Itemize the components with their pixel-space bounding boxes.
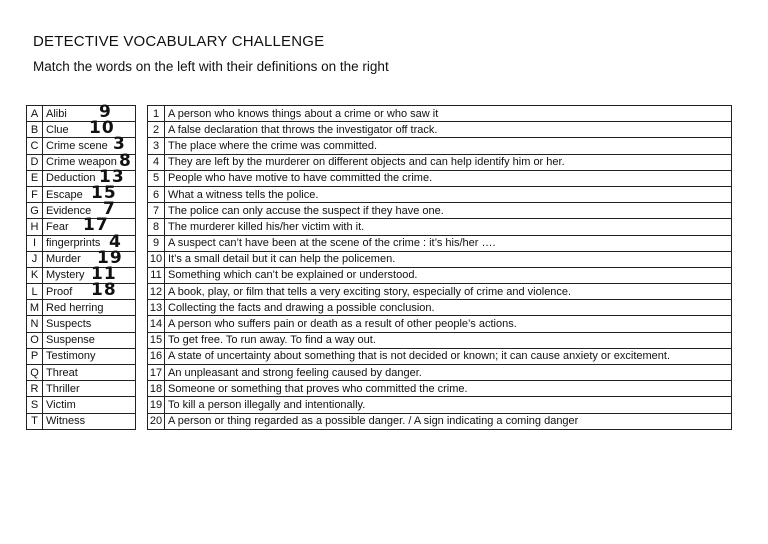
definition-text: It’s a small detail but it can help the policemen. [165,251,732,267]
word-letter: P [27,348,43,364]
word-letter: E [27,170,43,186]
instructions: Match the words on the left with their definitions on the right [33,59,389,74]
word-text: Suspense [46,334,95,347]
definition-text: To kill a person illegally and intentionally. [165,397,732,413]
word-text: Evidence [46,204,92,217]
word-text: Testimony [46,350,96,363]
word-row [27,348,136,364]
definition-text: The police can only accuse the suspect if they have one. [165,203,732,219]
definition-text: An unpleasant and strong feeling caused by danger. [165,365,732,381]
word-row [27,365,136,381]
definition-row [148,381,732,397]
word-row [27,284,136,300]
definition-text: They are left by the murderer on different objects and can help identify him or her. [165,154,732,170]
definition-number: 6 [148,186,165,202]
definition-text: What a witness tells the police. [165,186,732,202]
definition-row [148,348,732,364]
word-letter: C [27,138,43,154]
definition-number: 11 [148,267,165,283]
definition-text: A person who knows things about a crime or who saw it [165,106,732,122]
word-letter: L [27,284,43,300]
definition-number: 1 [148,106,165,122]
definition-number: 20 [148,413,165,429]
definition-row [148,413,732,429]
word-cell [43,381,136,397]
definition-text: A state of uncertainty about something that is not decided or known; it can cause anxiety or excitement. [165,348,732,364]
word-text: Threat [46,366,78,379]
word-text: Crime scene [46,139,108,152]
definition-row [148,122,732,138]
word-text: fingerprints [46,237,101,250]
word-text: Murder [46,253,81,266]
word-cell [43,263,136,284]
definition-text: Someone or something that proves who committed the crime. [165,381,732,397]
word-cell [43,413,136,429]
word-letter: Q [27,365,43,381]
word-letter: A [27,106,43,122]
definition-number: 16 [148,348,165,364]
definition-row [148,251,732,267]
definition-text: Collecting the facts and drawing a possible conclusion. [165,300,732,316]
word-cell [43,280,136,301]
word-letter: S [27,397,43,413]
word-text: Red herring [46,301,104,314]
handwritten-answer: 15 [91,182,117,203]
definition-row [148,284,732,300]
handwritten-answer: 19 [97,247,123,268]
word-text: Clue [46,123,69,136]
word-row [27,267,136,283]
definition-number: 15 [148,332,165,348]
word-cell [43,397,136,413]
definition-text: A person who suffers pain or death as a result of other people’s actions. [165,316,732,332]
definition-number: 18 [148,381,165,397]
word-letter: J [27,251,43,267]
word-cell [43,348,136,364]
definition-row [148,203,732,219]
definition-row [148,365,732,381]
definition-number: 14 [148,316,165,332]
definition-number: 13 [148,300,165,316]
word-cell [43,166,136,187]
definition-row [148,300,732,316]
word-row [27,381,136,397]
handwritten-answer: 8 [119,150,132,171]
words-table [26,102,136,430]
page-title: DETECTIVE VOCABULARY CHALLENGE [33,33,325,50]
word-row [27,332,136,348]
definition-row [148,316,732,332]
word-cell [43,247,136,268]
definition-number: 9 [148,235,165,251]
word-text: Thriller [46,382,80,395]
word-letter: T [27,413,43,429]
definition-number: 7 [148,203,165,219]
word-cell [43,332,136,348]
definition-text: People who have motive to have committed the crime. [165,170,732,186]
word-text: Witness [46,415,86,428]
word-cell [43,365,136,381]
handwritten-answer: 3 [113,134,126,155]
definition-row [148,154,732,170]
definition-number: 2 [148,122,165,138]
word-row [27,300,136,316]
word-text: Deduction [46,172,96,185]
definition-number: 19 [148,397,165,413]
word-row [27,413,136,429]
definition-number: 5 [148,170,165,186]
word-text: Proof [46,285,73,298]
definition-row [148,138,732,154]
word-letter: D [27,154,43,170]
word-row [27,170,136,186]
definition-number: 17 [148,365,165,381]
handwritten-answer: 7 [103,199,116,220]
definition-text: A book, play, or film that tells a very exciting story, especially of crime and violence. [165,284,732,300]
definition-number: 12 [148,284,165,300]
definition-text: Something which can’t be explained or understood. [165,267,732,283]
word-text: Suspects [46,318,92,331]
word-letter: R [27,381,43,397]
word-row [27,251,136,267]
word-letter: H [27,219,43,235]
definition-number: 10 [148,251,165,267]
word-letter: O [27,332,43,348]
definition-number: 8 [148,219,165,235]
definitions-table [147,105,732,430]
definition-text: The place where the crime was committed. [165,138,732,154]
word-text: Alibi [46,107,67,120]
definition-row [148,106,732,122]
definition-row [148,397,732,413]
handwritten-answer: 4 [109,231,122,252]
word-text: Escape [46,188,83,201]
word-letter: M [27,300,43,316]
definition-text: A false declaration that throws the investigator off track. [165,122,732,138]
word-letter: B [27,122,43,138]
word-letter: I [27,235,43,251]
definition-row [148,170,732,186]
definition-number: 4 [148,154,165,170]
word-letter: N [27,316,43,332]
word-row [27,397,136,413]
word-row [27,316,136,332]
definition-number: 3 [148,138,165,154]
definition-text: A suspect can’t have been at the scene of the crime : it’s his/her …. [165,235,732,251]
word-letter: G [27,203,43,219]
definition-row [148,235,732,251]
definition-row [148,186,732,202]
word-text: Crime weapon [46,156,117,169]
definition-row [148,332,732,348]
word-letter: K [27,267,43,283]
definition-row [148,219,732,235]
word-cell [43,316,136,332]
handwritten-answer: 18 [91,280,117,301]
word-row [27,203,136,219]
word-cell [43,300,136,316]
handwritten-answer: 13 [99,166,125,187]
word-row [27,186,136,202]
handwritten-answer: 17 [83,215,109,236]
word-cell [43,182,136,203]
definition-row [148,267,732,283]
word-row [27,106,136,122]
handwritten-answer: 9 [99,102,112,122]
handwritten-answer: 10 [89,118,115,139]
handwritten-answer: 11 [91,263,117,284]
definition-text: To get free. To run away. To find a way out. [165,332,732,348]
word-text: Mystery [46,269,85,282]
definition-text: The murderer killed his/her victim with it. [165,219,732,235]
word-text: Victim [46,398,76,411]
word-letter: F [27,186,43,202]
word-text: Fear [46,220,69,233]
definition-text: A person or thing regarded as a possible danger. / A sign indicating a coming danger [165,413,732,429]
